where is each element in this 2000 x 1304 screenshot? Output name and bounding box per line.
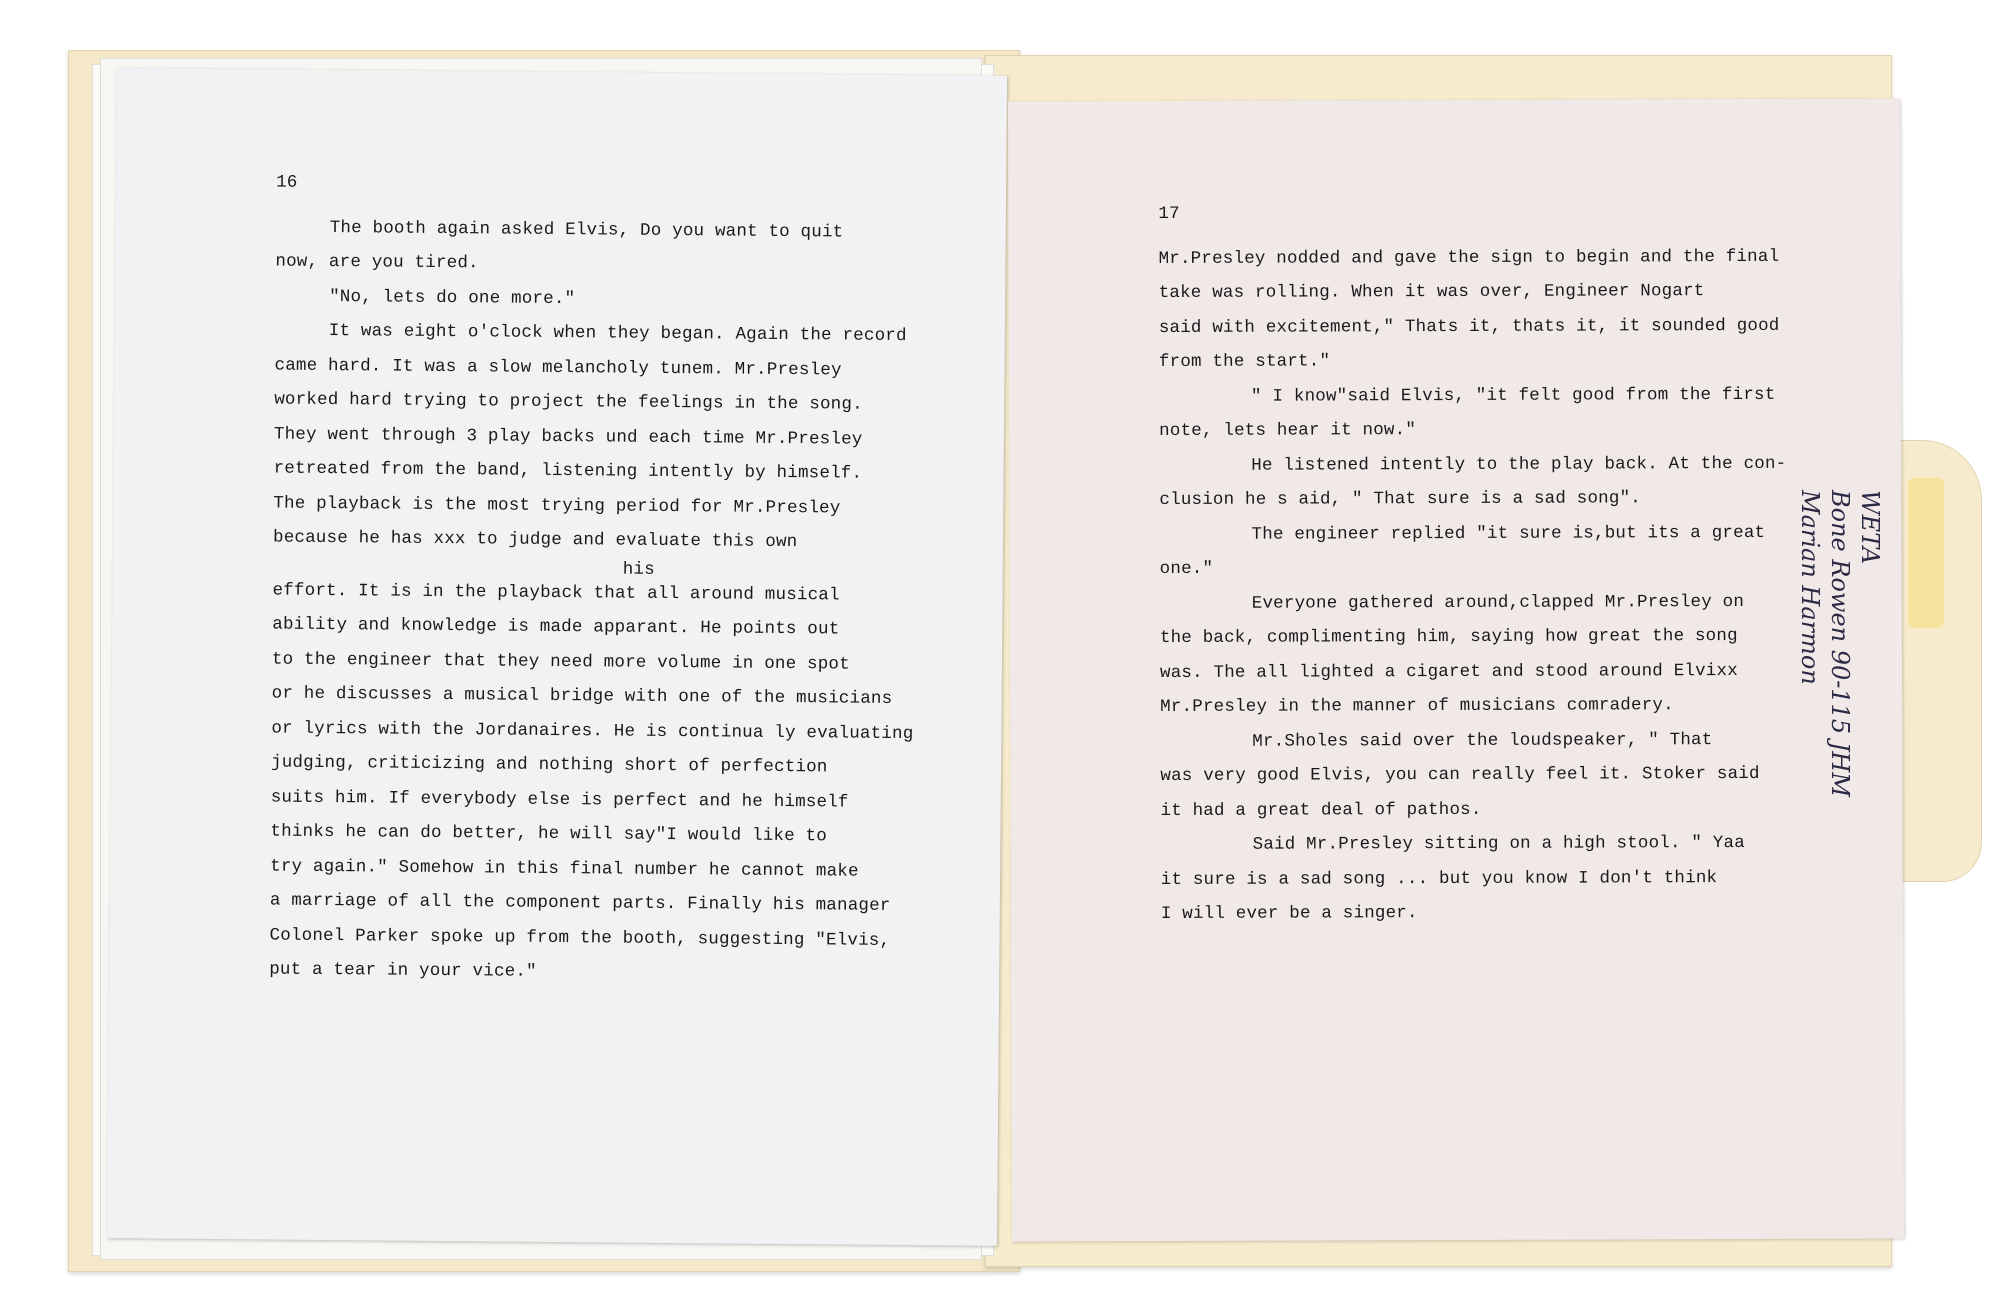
text-line: now, are you tired.: [275, 251, 479, 274]
text-line: put a tear in your vice.": [269, 959, 537, 982]
text-line: The engineer replied "it sure is,but its a great: [1251, 522, 1766, 545]
text-line: retreated from the band, listening intently by himself.: [273, 458, 863, 484]
interlinear-insertion: his: [622, 559, 655, 580]
text-line: Mr.Sholes said over the loudspeaker, " That: [1252, 729, 1713, 752]
handwritten-line: Bone Rowen 90-115 JHM: [1826, 490, 1854, 797]
text-line: it had a great deal of pathos.: [1160, 799, 1482, 821]
text-line: note, lets hear it now.": [1159, 420, 1417, 442]
text-line: thinks he can do better, he will say"I would like to: [270, 821, 828, 847]
text-line: It was eight o'clock when they began. Again the record: [328, 320, 907, 347]
text-line: I will ever be a singer.: [1160, 903, 1418, 925]
text-line: was. The all lighted a cigaret and stood around Elvixx: [1159, 660, 1738, 683]
handwritten-tab-note: [1795, 490, 1885, 797]
text-line: Said Mr.Presley sitting on a high stool. " Yaa: [1252, 832, 1745, 855]
text-line: or he discusses a musical bridge with one of the musicians: [271, 683, 893, 709]
handwritten-line: WETA: [1856, 490, 1884, 565]
text-line: The playback is the most trying period for Mr.Presley: [273, 493, 841, 518]
text-line: Colonel Parker spoke up from the booth, suggesting "Elvis,: [269, 925, 891, 951]
text-line: " I know"said Elvis, "it felt good from the first: [1251, 384, 1776, 407]
text-line: judging, criticizing and nothing short of perfection: [270, 752, 828, 778]
text-line: from the start.": [1158, 351, 1331, 373]
text-line: Everyone gathered around,clapped Mr.Presley on: [1251, 591, 1745, 614]
text-line: one.": [1159, 558, 1214, 580]
text-line: clusion he s aid, " That sure is a sad song".: [1159, 488, 1642, 511]
handwritten-line: Marian Harmon: [1796, 490, 1824, 685]
text-line: ability and knowledge is made apparant. He points out: [272, 614, 840, 640]
highlighter-mark: [1908, 478, 1944, 628]
text-line: Mr.Presley nodded and gave the sign to begin and the final: [1158, 246, 1780, 269]
text-line: take was rolling. When it was over, Engineer Nogart: [1158, 281, 1705, 304]
text-line: or lyrics with the Jordanaires. He is continua ly evaluating: [271, 718, 914, 744]
text-line: He listened intently to the play back. At the con-: [1251, 453, 1787, 476]
typewritten-page-16: [107, 68, 1007, 1246]
text-line: a marriage of all the component parts. Finally his manager: [269, 890, 891, 916]
text-line: worked hard trying to project the feelings in the song.: [274, 389, 863, 415]
text-line: to the engineer that they need more volume in one spot: [271, 649, 850, 675]
text-line: try again." Somehow in this final number he cannot make: [270, 856, 859, 882]
page-number: 16: [276, 172, 298, 193]
text-line: effort. It is in the playback that all around musical: [272, 580, 840, 605]
text-line: the back, complimenting him, saying how great the song: [1159, 626, 1738, 649]
text-line: came hard. It was a slow melancholy tunem. Mr.Presley: [274, 355, 842, 380]
text-line: "No, lets do one more.": [329, 286, 576, 309]
text-line: because he has xxx to judge and evaluate this own: [272, 527, 798, 553]
text-line: Mr.Presley in the manner of musicians comradery.: [1160, 695, 1674, 718]
text-line: They went through 3 play backs und each time Mr.Presley: [273, 424, 863, 450]
text-line: The booth again asked Elvis, Do you want to quit: [329, 217, 844, 242]
text-line: it sure is a sad song ... but you know I don't think: [1160, 867, 1718, 890]
text-line: suits him. If everybody else is perfect and he himself: [270, 787, 849, 813]
page-number: 17: [1158, 203, 1180, 225]
text-line: was very good Elvis, you can really feel it. Stoker said: [1160, 763, 1760, 787]
typewritten-page-17: [1008, 98, 1904, 1241]
text-line: said with excitement," Thats it, thats it, it sounded good: [1158, 315, 1780, 338]
